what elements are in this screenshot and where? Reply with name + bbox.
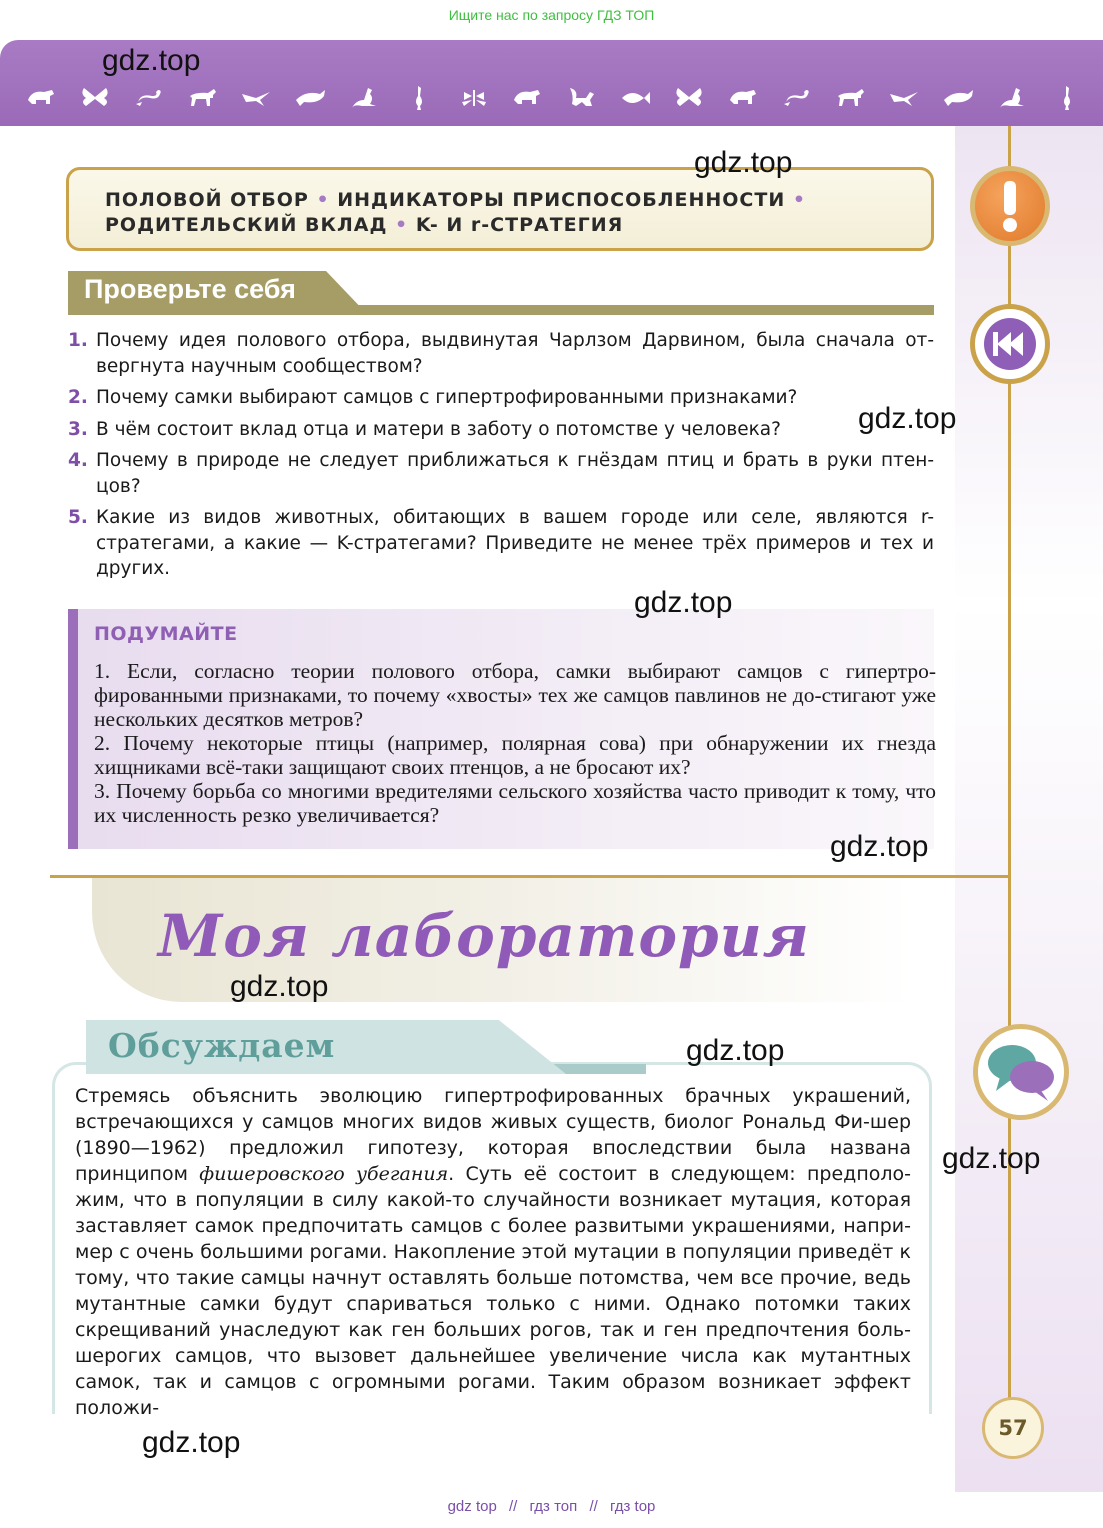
think-item: 3. Почему борьба со многими вредителями сельского хозяйства часто приводит к тому, что их численность резко увеличивается? xyxy=(94,779,936,827)
keyword-separator: • xyxy=(792,189,807,211)
watermark: gdz.top xyxy=(942,1142,1041,1175)
question-item xyxy=(68,448,934,499)
footer-link[interactable]: gdz top xyxy=(447,1498,497,1515)
question-list xyxy=(68,328,934,588)
watermark: gdz.top xyxy=(686,1034,785,1067)
keyword-separator: • xyxy=(395,214,409,236)
question-number: 1. xyxy=(68,330,88,351)
dolphin-icon xyxy=(294,84,328,110)
check-yourself-header xyxy=(68,271,934,315)
rewind-icon xyxy=(970,304,1050,384)
watermark: gdz.top xyxy=(830,830,929,863)
watermark: gdz.top xyxy=(142,1426,241,1459)
kangaroo-icon xyxy=(996,84,1030,110)
butterfly-icon xyxy=(78,84,112,110)
question-text: В чём состоит вклад отца и матери в заботу о потомстве у человека? xyxy=(96,418,781,440)
top-search-banner[interactable]: Ищите нас по запросу ГДЗ ТОП xyxy=(0,0,1103,34)
question-text: Почему в природе не следует приближаться к гнёздам птиц и брать в руки птен-цов? xyxy=(96,450,934,497)
watermark: gdz.top xyxy=(230,970,329,1003)
question-item xyxy=(68,385,934,411)
footer-link[interactable]: гдз топ xyxy=(529,1498,578,1515)
keyword: ПОЛОВОЙ ОТБОР xyxy=(105,189,309,211)
watermark: gdz.top xyxy=(694,146,793,179)
footer-links xyxy=(0,1498,1103,1515)
footer-separator: // xyxy=(508,1498,518,1515)
think-text xyxy=(94,659,936,827)
think-item: 1. Если, согласно теории полового отбора, самки выбирают самцов с гипертро-фированными признаками, то почему «хвосты» тех же самцов павлинов не до-стигают уже нескольких десятков метров? xyxy=(94,659,936,731)
bird-icon xyxy=(402,84,436,110)
keywords xyxy=(105,188,917,238)
question-text: Какие из видов животных, обитающих в вашем городе или селе, являются r-стратегами, а какие — K-стратегами? Приведите не менее трёх примеров и тех и других. xyxy=(96,507,934,579)
discuss-header xyxy=(86,1020,646,1074)
footer-link[interactable]: гдз top xyxy=(609,1498,656,1515)
question-number: 2. xyxy=(68,387,88,408)
rhino-icon xyxy=(510,84,544,110)
question-number: 4. xyxy=(68,450,88,471)
watermark: gdz.top xyxy=(858,402,957,435)
think-item: 2. Почему некоторые птицы (например, полярная сова) при обнаружении их гнезда хищниками всё-таки защищают своих птенцов, а не бросают их? xyxy=(94,731,936,779)
horse-icon xyxy=(834,84,868,110)
scorpion-icon xyxy=(780,84,814,110)
kangaroo-icon xyxy=(348,84,382,110)
watermark: gdz.top xyxy=(634,586,733,619)
discuss-title: Обсуждаем xyxy=(108,1026,336,1065)
question-text: Почему идея полового отбора, выдвинутая Чарлзом Дарвином, была сначала от-вергнута научным сообществом? xyxy=(96,330,934,377)
think-box xyxy=(68,609,934,849)
keyword: ИНДИКАТОРЫ ПРИСПОСОБЛЕННОСТИ xyxy=(337,189,786,211)
think-title: ПОДУМАЙТЕ xyxy=(94,623,238,645)
footer-separator: // xyxy=(589,1498,598,1515)
lab-title: Моя лаборатория xyxy=(158,902,810,970)
insect-icon xyxy=(456,84,490,110)
horse-icon xyxy=(186,84,220,110)
watermark: gdz.top xyxy=(102,44,201,77)
keyword: K- И r-СТРАТЕГИЯ xyxy=(415,214,624,236)
bird-icon xyxy=(1050,84,1084,110)
rhino-icon xyxy=(24,84,58,110)
rhino-icon xyxy=(726,84,760,110)
keyword-separator: • xyxy=(316,189,330,211)
header-animals xyxy=(24,84,1084,110)
discuss-term: фишеровского убегания xyxy=(199,1163,449,1185)
discuss-paragraph xyxy=(75,1083,911,1421)
page-number: 57 xyxy=(982,1397,1044,1459)
keyword: РОДИТЕЛЬСКИЙ ВКЛАД xyxy=(105,214,388,236)
fish-icon xyxy=(618,84,652,110)
discuss-text-part: Стремясь объяснить эволюцию гипертрофированных брачных украшений, встречающихся у самцов многих видов живых существ, биолог Рональд Фи-шер (1890—1962) предложил гипотезу, которая впоследствии была названа принципом xyxy=(75,1085,911,1185)
pterodactyl-icon xyxy=(888,84,922,110)
exclamation-icon xyxy=(970,166,1050,246)
question-item xyxy=(68,417,934,443)
check-yourself-title: Проверьте себя xyxy=(84,274,296,304)
keywords-box xyxy=(66,167,934,251)
speech-bubbles-icon xyxy=(973,1024,1069,1120)
question-number: 5. xyxy=(68,507,88,528)
squirrel-icon xyxy=(564,84,598,110)
question-item xyxy=(68,505,934,582)
pterodactyl-icon xyxy=(240,84,274,110)
question-item xyxy=(68,328,934,379)
question-number: 3. xyxy=(68,418,88,440)
question-text: Почему самки выбирают самцов с гипертрофированными признаками? xyxy=(96,387,798,408)
dolphin-icon xyxy=(942,84,976,110)
scorpion-icon xyxy=(132,84,166,110)
butterfly-icon xyxy=(672,84,706,110)
discuss-text-part: . Суть её состоит в следующем: предполо-жим, что в популяции в силу какой-то случайности возникает мутация, которая заставляет самок предпочитать самцов с более развитыми украшениями, напри-мер с очень большими рогами. Накопление этой мутации в популяции приведёт к тому, что такие самцы начнут оставлять больше потомства, чем все прочие, ведь мутантные самки будут спариваться только с ними. Однако потомки таких скрещиваний унаследуют как ген больших рогов, так и ген предпочтения боль-шерогих самцов, что вызовет дальнейшее увеличение числа как мутантных самок, так и самцов с огромными рогами. Таким образом возникает эффект положи- xyxy=(75,1163,911,1419)
